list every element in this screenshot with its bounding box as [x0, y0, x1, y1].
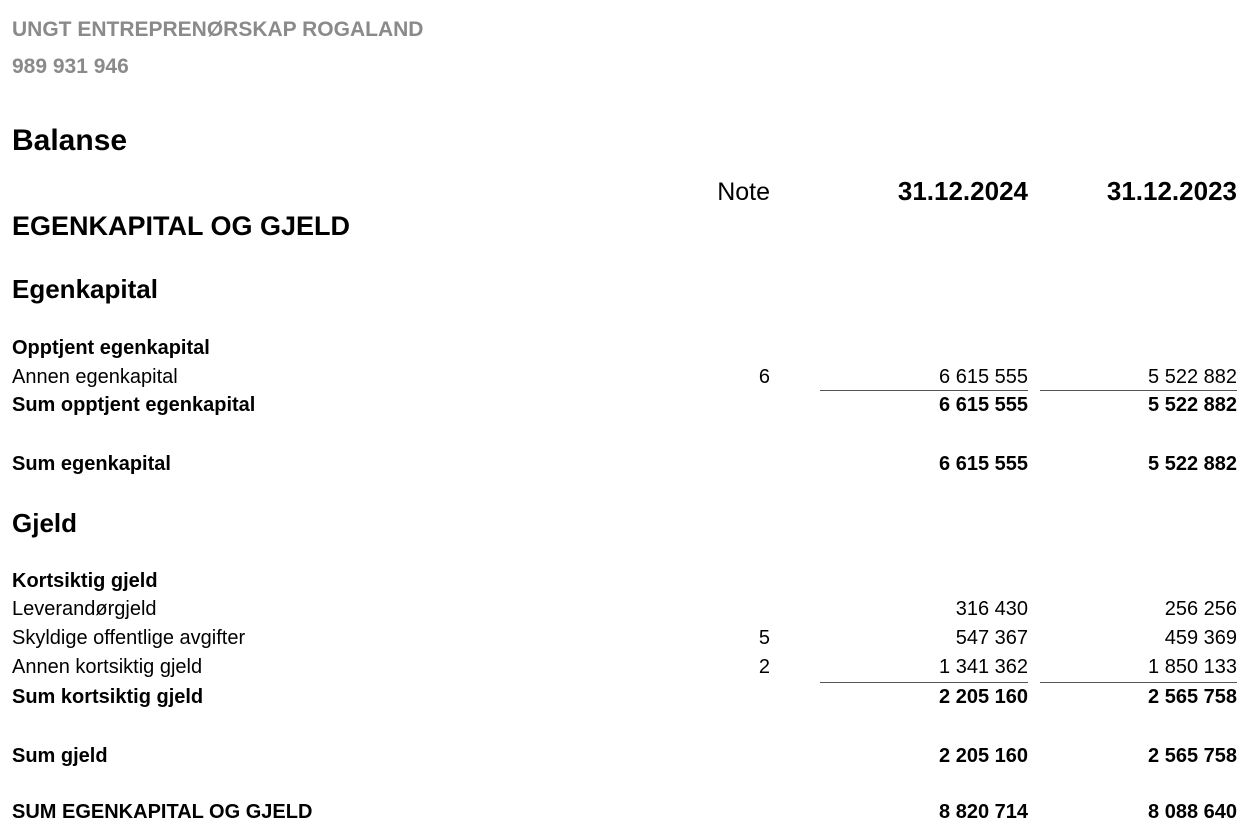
row-current-value: 2 205 160	[939, 745, 1028, 767]
row-previous-value: 1 850 133	[1148, 656, 1237, 678]
sum-rule-current	[820, 390, 1028, 391]
row-note: 5	[758, 627, 770, 649]
row-current-value: 8 820 714	[939, 801, 1028, 823]
row-previous-value: 256 256	[1164, 598, 1237, 620]
company-name: UNGT ENTREPRENØRSKAP ROGALAND	[12, 18, 424, 41]
subtotal-row	[0, 686, 1240, 710]
sum-rule-previous	[1040, 682, 1237, 683]
row-current-value: 6 615 555	[939, 366, 1028, 388]
short-term-liabilities-subheading: Kortsiktig gjeld	[12, 570, 158, 592]
row-current-value: 6 615 555	[939, 394, 1028, 416]
table-row	[0, 598, 1240, 622]
row-previous-value: 5 522 882	[1148, 366, 1237, 388]
row-previous-value: 8 088 640	[1148, 801, 1237, 823]
liabilities-heading: Gjeld	[12, 508, 78, 538]
row-label: Sum kortsiktig gjeld	[12, 686, 204, 708]
row-label: Sum gjeld	[12, 745, 108, 767]
section-heading-equity-and-liabilities: EGENKAPITAL OG GJELD	[12, 211, 351, 241]
row-label: SUM EGENKAPITAL OG GJELD	[12, 801, 313, 823]
row-note: 6	[758, 366, 770, 388]
previous-year-header: 31.12.2023	[1106, 176, 1237, 206]
row-current-value: 316 430	[955, 598, 1028, 620]
earned-equity-subheading: Opptjent egenkapital	[12, 337, 210, 359]
row-previous-value: 2 565 758	[1148, 686, 1237, 708]
row-previous-value: 5 522 882	[1148, 453, 1237, 475]
row-note: 2	[758, 656, 770, 678]
table-row	[0, 656, 1240, 680]
row-current-value: 1 341 362	[939, 656, 1028, 678]
table-row	[0, 366, 1240, 390]
page-title: Balanse	[12, 124, 128, 157]
total-row	[0, 453, 1240, 477]
sum-rule-previous	[1040, 390, 1237, 391]
total-row	[0, 745, 1240, 769]
row-current-value: 2 205 160	[939, 686, 1028, 708]
current-year-header: 31.12.2024	[897, 176, 1028, 206]
subtotal-row	[0, 394, 1240, 418]
row-previous-value: 5 522 882	[1148, 394, 1237, 416]
row-current-value: 547 367	[955, 627, 1028, 649]
row-previous-value: 2 565 758	[1148, 745, 1237, 767]
row-current-value: 6 615 555	[939, 453, 1028, 475]
row-label: Annen kortsiktig gjeld	[12, 656, 203, 678]
row-label: Sum egenkapital	[12, 453, 171, 475]
row-label: Annen egenkapital	[12, 366, 178, 388]
note-column-header: Note	[717, 178, 770, 206]
grand-total-row	[0, 801, 1240, 825]
sum-rule-current	[820, 682, 1028, 683]
row-label: Leverandørgjeld	[12, 598, 157, 620]
org-number: 989 931 946	[12, 55, 129, 78]
row-label: Sum opptjent egenkapital	[12, 394, 256, 416]
table-row	[0, 627, 1240, 651]
row-previous-value: 459 369	[1164, 627, 1237, 649]
row-label: Skyldige offentlige avgifter	[12, 627, 246, 649]
equity-heading: Egenkapital	[12, 274, 158, 304]
